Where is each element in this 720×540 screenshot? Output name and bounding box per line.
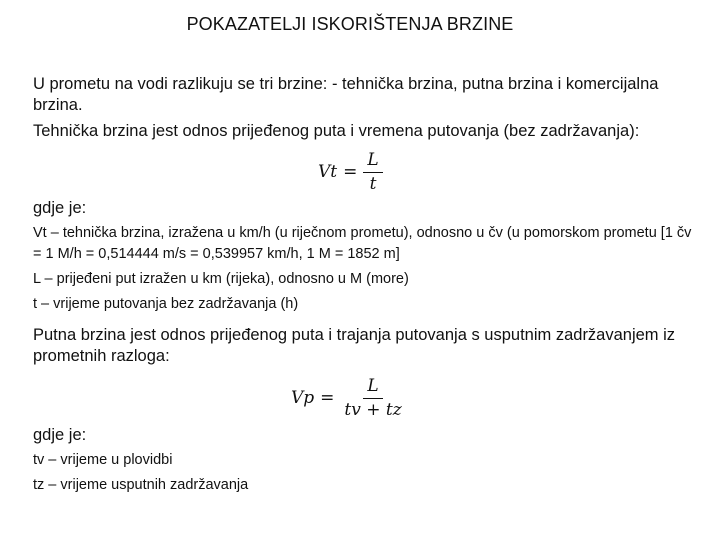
formula-numerator: L: [363, 151, 382, 173]
formula-lhs: Vp: [291, 388, 315, 408]
formula-denominator: tv + tz: [344, 399, 402, 420]
formula-fraction: [340, 377, 405, 420]
formula-equals: =: [343, 162, 358, 182]
where-label: gdje je:: [33, 426, 87, 444]
formula-lhs: Vt: [318, 162, 338, 182]
formula-denominator: t: [369, 173, 377, 194]
travel-speed-definition: Putna brzina jest odnos prijeđenog puta i trajanja putovanja s usputnim zadržavanjem iz prometnih razloga:: [33, 326, 676, 365]
technical-speed-formula: [318, 146, 693, 198]
slide-content: [33, 74, 693, 500]
l-definition: L – prijeđeni put izražen u km (rijeka), odnosno u M (more): [33, 271, 409, 287]
vt-definition: Vt – tehnička brzina, izražena u km/h (u riječnom prometu), odnosno u čv (u pomorskom prometu [1 čv = 1 M/h = 0,514444 m/s = 0,539957 km/h, 1 M = 1852 m]: [33, 225, 692, 262]
page-title: POKAZATELJI ISKORIŠTENJA BRZINE: [186, 14, 514, 34]
where-label: gdje je:: [33, 199, 87, 217]
technical-speed-definition: Tehnička brzina jest odnos prijeđenog puta i vremena putovanja (bez zadržavanja):: [33, 122, 640, 140]
tv-definition: tv – vrijeme u plovidbi: [33, 452, 173, 468]
tz-definition: tz – vrijeme usputnih zadržavanja: [33, 477, 249, 493]
travel-speed-formula: [291, 371, 693, 425]
formula-equals: =: [320, 388, 335, 408]
formula-numerator: L: [363, 377, 382, 399]
intro-paragraph: U prometu na vodi razlikuju se tri brzine: - tehnička brzina, putna brzina i komercijalna brzina.: [33, 75, 659, 114]
t-definition: t – vrijeme putovanja bez zadržavanja (h): [33, 296, 299, 312]
formula-fraction: [363, 151, 382, 194]
